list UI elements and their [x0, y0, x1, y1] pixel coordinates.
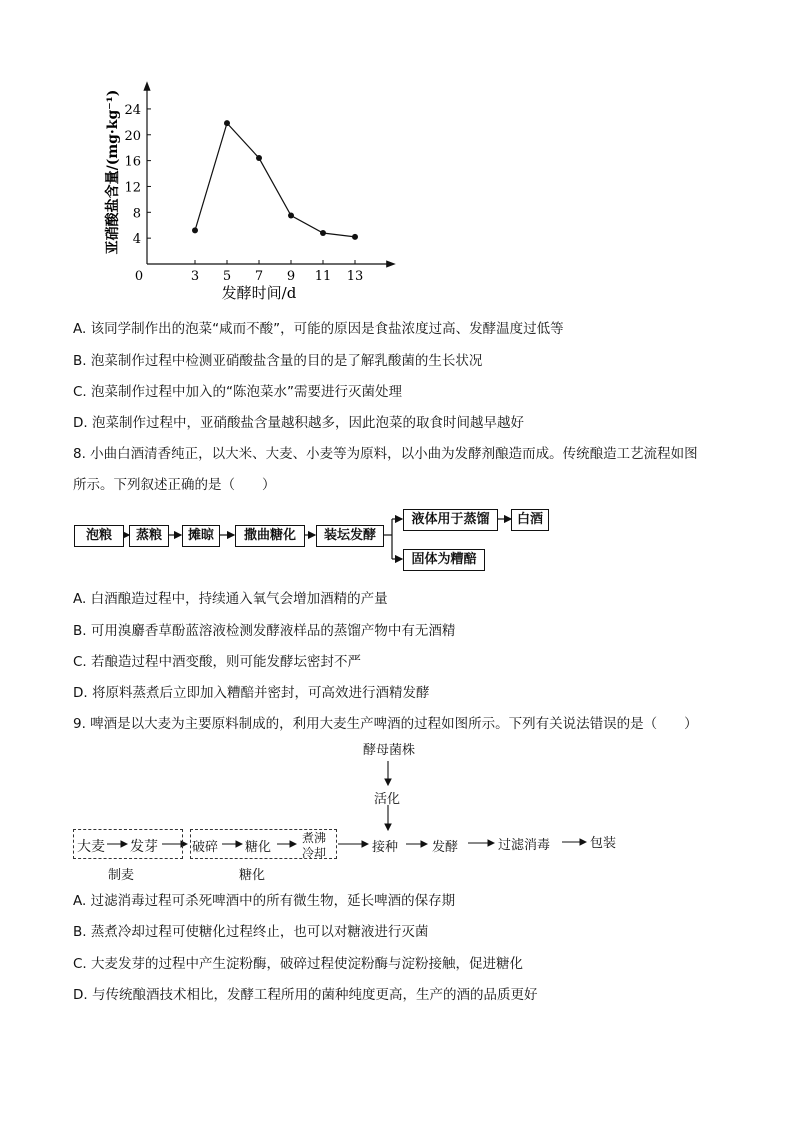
q8-option-c: C. 若酿造过程中酒变酸，则可能发酵坛密封不严	[73, 654, 362, 670]
q8-stem-line2: 所示。下列叙述正确的是（ ）	[73, 477, 276, 493]
x-tick-label: 7	[254, 269, 264, 284]
q7-option-c: C. 泡菜制作过程中加入的“陈泡菜水”需要进行灭菌处理	[73, 384, 402, 400]
flow-activate: 活化	[374, 792, 401, 807]
x-tick-label: 13	[346, 269, 364, 284]
flow-step-cool: 摊晾	[182, 525, 220, 547]
q8-stem-line1: 8. 小曲白酒清香纯正，以大米、大麦、小麦等为原料，以小曲为发酵剂酿造而成。传统酿造工艺流程如图	[73, 446, 698, 462]
y-tick-label: 16	[124, 154, 141, 170]
q9-option-d: D. 与传统酿酒技术相比，发酵工程所用的菌种纯度更高，生产的酒的品质更好	[73, 987, 538, 1003]
q7-option-d: D. 泡菜制作过程中，亚硝酸盐含量越积越多，因此泡菜的取食时间越早越好	[73, 415, 524, 431]
flow-pack: 包装	[590, 836, 617, 851]
y-tick-label: 4	[132, 232, 141, 248]
series-line	[195, 123, 355, 237]
q8-option-b: B. 可用溴麝香草酚蓝溶液检测发酵液样品的蒸馏产物中有无酒精	[73, 623, 456, 639]
flow-germinate: 发芽	[130, 839, 158, 855]
q9-option-b: B. 蒸煮冷却过程可使糖化过程终止，也可以对糖液进行灭菌	[73, 924, 429, 940]
x-tick-label: 5	[222, 269, 232, 284]
q9-stem: 9. 啤酒是以大麦为主要原料制成的，利用大麦生产啤酒的过程如图所示。下列有关说法错误的是（ ）	[73, 716, 698, 732]
q8-option-a: A. 白酒酿造过程中，持续通入氧气会增加酒精的产量	[73, 591, 388, 607]
x-axis-label: 发酵时间/d	[221, 284, 297, 302]
q9-option-c: C. 大麦发芽的过程中产生淀粉酶，破碎过程使淀粉酶与淀粉接触，促进糖化	[73, 956, 524, 972]
x-tick-label: 11	[314, 269, 332, 284]
origin-label: 0	[134, 269, 144, 284]
flow-crush: 破碎	[192, 840, 219, 855]
y-tick-label: 12	[124, 180, 141, 196]
label-saccharification: 糖化	[239, 868, 266, 883]
y-tick-label: 24	[124, 102, 141, 118]
data-point	[224, 120, 230, 126]
flow-step-saccharify: 撒曲糖化	[235, 525, 305, 547]
x-tick-label: 3	[190, 269, 200, 284]
flow-ferment: 发酵	[432, 840, 459, 855]
y-axis-label: 亚硝酸盐含量/(mg·kg⁻¹)	[105, 89, 121, 255]
flow-step-distill: 液体用于蒸馏	[403, 509, 498, 531]
data-point	[320, 230, 326, 236]
flow-yeast: 酵母菌株	[363, 743, 416, 758]
y-tick-label: 8	[132, 206, 141, 222]
data-point	[352, 234, 358, 240]
q8-option-d: D. 将原料蒸煮后立即加入糟醅并密封，可高效进行酒精发酵	[73, 685, 430, 701]
flow-barley: 大麦	[77, 839, 105, 855]
flow-saccharify: 糖化	[245, 840, 272, 855]
q7-option-a: A. 该同学制作出的泡菜“咸而不酸”，可能的原因是食盐浓度过高、发酵温度过低等	[73, 321, 564, 337]
x-tick-label: 9	[286, 269, 296, 284]
flow-step-ferment: 装坛发酵	[316, 525, 384, 547]
q7-option-b: B. 泡菜制作过程中检测亚硝酸盐含量的目的是了解乳酸菌的生长状况	[73, 353, 483, 369]
flow-step-soak: 泡粮	[74, 525, 124, 547]
flow-step-steam: 蒸粮	[129, 525, 169, 547]
flow-inoculate: 接种	[372, 840, 399, 855]
flow-cool: 冷却	[302, 846, 327, 860]
q9-option-a: A. 过滤消毒过程可杀死啤酒中的所有微生物，延长啤酒的保存期	[73, 893, 456, 909]
label-malting: 制麦	[108, 868, 135, 883]
data-point	[256, 155, 262, 161]
nitrite-line-chart	[95, 80, 405, 305]
flow-step-liquor: 白酒	[511, 509, 549, 531]
data-point	[288, 213, 294, 219]
flow-boil: 煮沸	[302, 831, 327, 845]
y-tick-label: 20	[124, 128, 141, 144]
flow-filter: 过滤消毒	[498, 838, 551, 853]
flow-step-residue: 固体为糟醅	[403, 549, 485, 571]
data-point	[192, 227, 198, 233]
